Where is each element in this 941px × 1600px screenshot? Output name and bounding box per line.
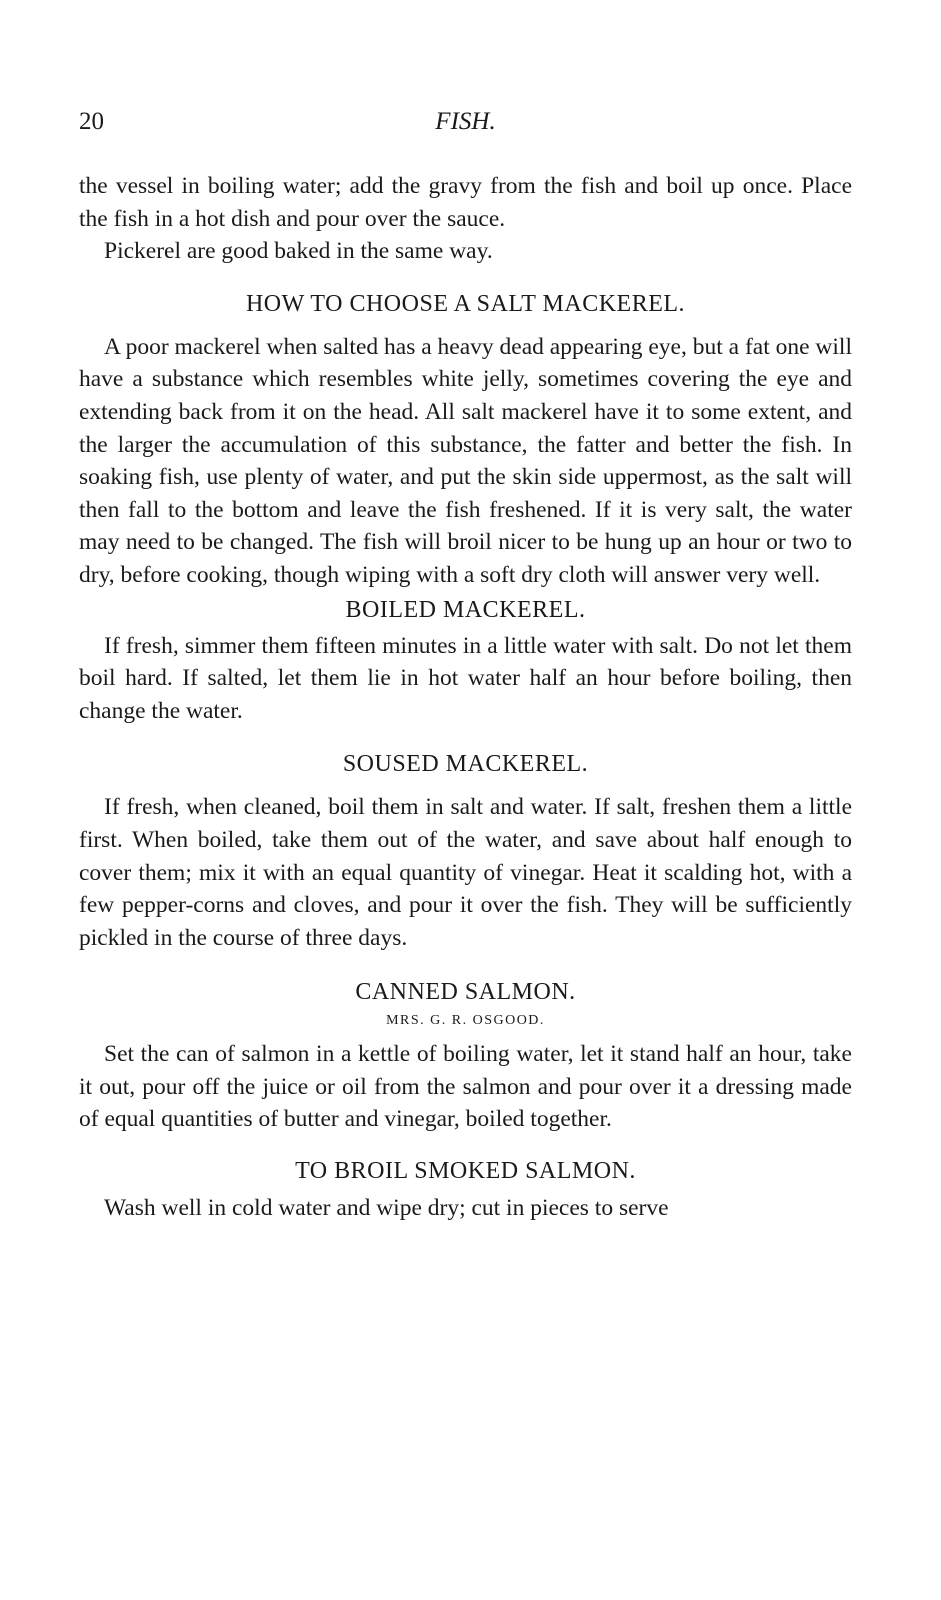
canned-salmon-paragraph: Set the can of salmon in a kettle of boiling water, let it stand half an hour, take it out, pour off the juice or oil from the salmon and pour over it a dressing made of equal quantities of butter and vinegar, boiled together.: [79, 1041, 852, 1133]
running-title: FISH.: [435, 108, 496, 135]
boiled-mackerel-paragraph: If fresh, simmer them fifteen minutes in a little water with salt. Do not let them boil hard. If salted, let them lie in hot water half an hour before boiling, then change the water.: [79, 632, 852, 724]
page-number: 20: [79, 108, 104, 135]
continued-paragraph: the vessel in boiling water; add the gravy from the fish and boil up once. Place the fish in a hot dish and pour over the sauce.: [79, 173, 852, 232]
page-body: [79, 170, 852, 1225]
soused-mackerel-paragraph: If fresh, when cleaned, boil them in salt and water. If salt, freshen them a little first. When boiled, take them out of the water, and save about half enough to cover them; mix it with an equal quantity of vinegar. Heat it scalding hot, with a few pepper-corns and cloves, and pour it over the fish. They will be sufficiently pickled in the course of three days.: [79, 794, 852, 951]
boiled-mackerel-heading: BOILED MACKEREL.: [345, 596, 586, 623]
canned-salmon-attribution: MRS. G. R. OSGOOD.: [386, 1013, 545, 1029]
smoked-salmon-heading: TO BROIL SMOKED SALMON.: [295, 1158, 636, 1185]
soused-mackerel-heading: SOUSED MACKEREL.: [342, 751, 589, 778]
smoked-salmon-paragraph: Wash well in cold water and wipe dry; cut in pieces to serve: [104, 1195, 669, 1222]
pickerel-note: Pickerel are good baked in the same way.: [104, 238, 493, 265]
salt-mackerel-heading: HOW TO CHOOSE A SALT MACKEREL.: [245, 290, 686, 317]
page-header: [79, 108, 852, 140]
salt-mackerel-paragraph: A poor mackerel when salted has a heavy dead appearing eye, but a fat one will have a substance which resembles white jelly, sometimes covering the eye and extending back from it on the head. All salt mackerel have it to some extent, and the larger the accumulation of this substance, the fatter and better the fish. In soaking fish, use plenty of water, and put the skin side uppermost, as the salt will then fall to the bottom and leave the fish freshened. If it is very salt, the water may need to be changed. The fish will broil nicer to be hung up an hour or two to dry, before cooking, though wiping with a soft dry cloth will answer very well.: [79, 333, 852, 588]
canned-salmon-heading: CANNED SALMON.: [355, 979, 576, 1006]
